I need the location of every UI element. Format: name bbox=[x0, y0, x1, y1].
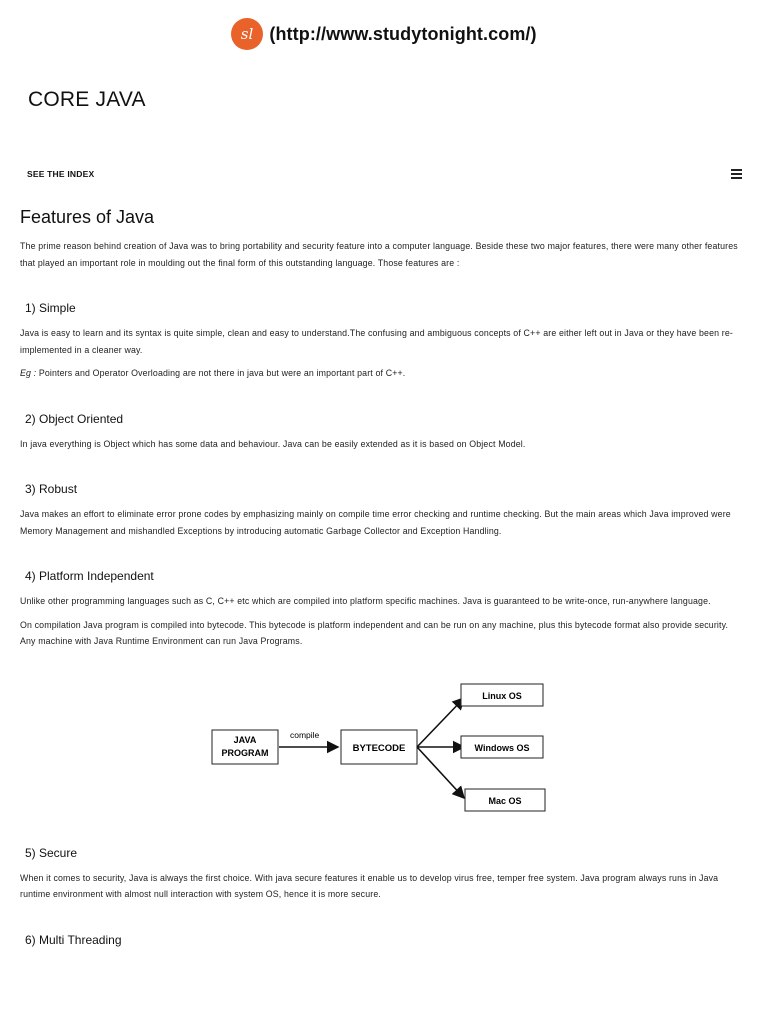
section-heading-platform-independent: 4) Platform Independent bbox=[25, 569, 154, 583]
section-heading-object-oriented: 2) Object Oriented bbox=[25, 411, 124, 426]
section-paragraph: In java everything is Object which has some data and behaviour. Java can be easily extended as it is based on Object Model. bbox=[20, 438, 526, 449]
arrow-to-linux bbox=[417, 698, 464, 747]
example-label: Eg : bbox=[20, 368, 37, 378]
section-paragraph: Unlike other programming languages such as C, C++ etc which are compiled into platform specific machines. Java is guaranteed to be write-once, run-anywhere language. bbox=[20, 596, 711, 606]
java-program-label-1: JAVA bbox=[233, 734, 257, 745]
intro-paragraph: The prime reason behind creation of Java was to bring portability and security feature into a computer language. Beside these two major features, there were many other features that played an important role in moulding out the final form of this outstanding language. Those features are : bbox=[20, 241, 738, 268]
logo-text: sl bbox=[241, 25, 254, 43]
site-header bbox=[0, 14, 768, 54]
java-program-label-2: PROGRAM bbox=[221, 747, 269, 758]
section-heading-robust: 3) Robust bbox=[25, 482, 78, 496]
studytonight-logo-icon[interactable] bbox=[231, 18, 263, 50]
section-paragraph: Java makes an effort to eliminate error prone codes by emphasizing mainly on compile time error checking and runtime checking. But the main areas which Java improved were Memory Management and mishandled Exceptions by introducing automatic Garbage Collector and Exception Handling. bbox=[20, 509, 731, 536]
section-heading-simple: 1) Simple bbox=[25, 301, 76, 315]
see-the-index-link[interactable]: SEE THE INDEX bbox=[27, 169, 95, 179]
example-text: Pointers and Operator Overloading are not there in java but were an important part of C++. bbox=[36, 368, 406, 378]
hamburger-menu-icon[interactable] bbox=[728, 166, 745, 182]
mac-os-label: Mac OS bbox=[488, 795, 522, 806]
section-paragraph: Java is easy to learn and its syntax is quite simple, clean and easy to understand.The confusing and ambiguous concepts of C++ are either left out in Java or they have been re-implemented in a cleaner way. bbox=[20, 328, 733, 355]
example-paragraph bbox=[20, 365, 742, 382]
site-url-link[interactable]: (http://www.studytonight.com/) bbox=[269, 23, 537, 44]
section-paragraph: When it comes to security, Java is always the first choice. With java secure features it enable us to develop virus free, temper free system. Java program always runs in Java runtime environment with almost null interaction with system OS, hence it is more secure. bbox=[20, 872, 719, 899]
index-bar bbox=[27, 163, 745, 185]
section-heading-multi-threading: 6) Multi Threading bbox=[25, 932, 122, 947]
menu-line bbox=[731, 177, 742, 179]
compile-diagram bbox=[210, 680, 560, 820]
section-paragraph: On compilation Java program is compiled into bytecode. This bytecode is platform independent and can be run on any machine, plus this bytecode format also provide security. Any machine with Java Runtime Environment can run Java Programs. bbox=[20, 619, 729, 646]
windows-os-label: Windows OS bbox=[474, 742, 530, 753]
logo-glyph bbox=[235, 22, 259, 46]
menu-line bbox=[731, 169, 742, 171]
linux-os-label: Linux OS bbox=[482, 690, 522, 701]
menu-line bbox=[731, 173, 742, 175]
page-title: CORE JAVA bbox=[28, 88, 146, 111]
compile-diagram-wrapper bbox=[20, 680, 742, 820]
arrow-to-mac bbox=[417, 747, 464, 798]
section-heading-secure: 5) Secure bbox=[25, 845, 78, 860]
compile-label: compile bbox=[290, 729, 320, 740]
article-heading: Features of Java bbox=[20, 207, 155, 227]
bytecode-label: BYTECODE bbox=[352, 742, 406, 754]
article-content bbox=[20, 207, 742, 957]
